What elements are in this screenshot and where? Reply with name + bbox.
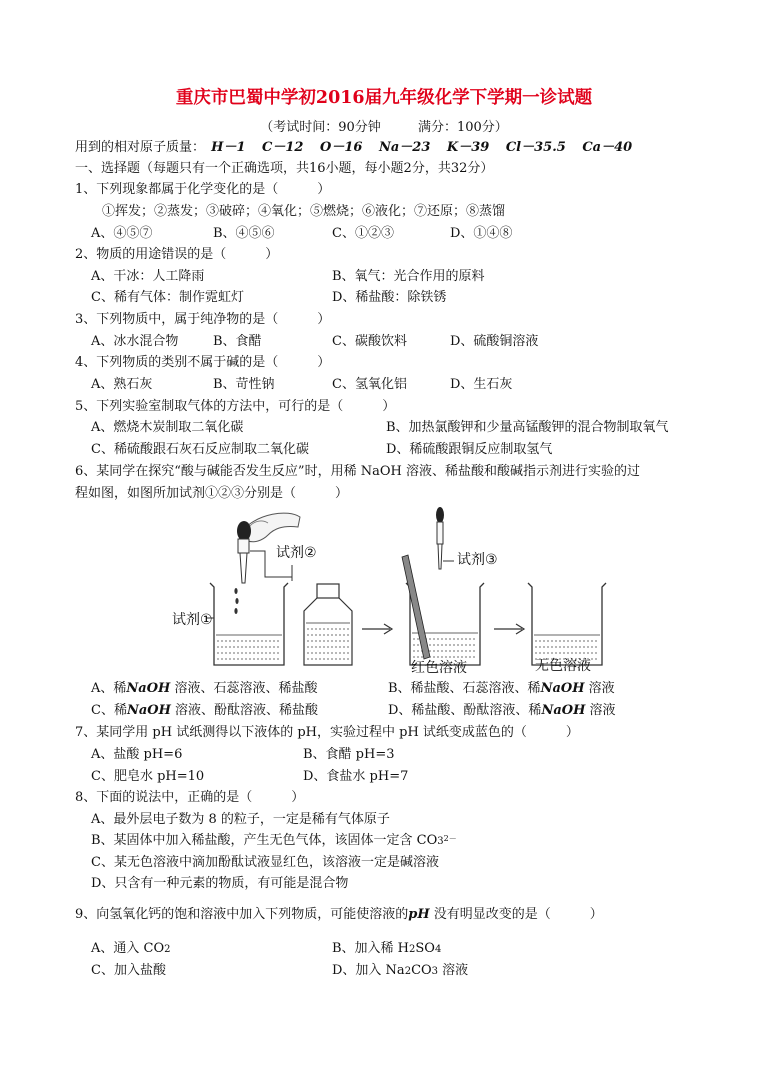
dropper-3 bbox=[436, 507, 454, 569]
q9-option-a-text: A、通入 CO bbox=[91, 941, 165, 956]
q3-option-c: C、碳酸饮料 bbox=[332, 334, 407, 349]
question-9-stem bbox=[75, 906, 603, 924]
figure-label-colorless-solution: 无色溶液 bbox=[535, 658, 591, 674]
atomic-mass-label: 用到的相对原子质量： bbox=[75, 140, 206, 155]
q7-option-a: A、盐酸 pH=6 bbox=[91, 747, 183, 762]
q6-option-c bbox=[91, 702, 318, 720]
beaker-2 bbox=[402, 555, 484, 665]
q9-option-c: C、加入盐酸 bbox=[91, 963, 166, 978]
atomic-mass-item: K－39 bbox=[446, 140, 490, 155]
reagent-bottle bbox=[304, 584, 352, 665]
q6-option-d-pre: D、稀盐酸、酚酞溶液、稀 bbox=[388, 703, 542, 718]
q6-option-d bbox=[388, 702, 616, 720]
q6-option-a-formula: NaOH bbox=[126, 681, 171, 696]
exam-score: 满分：100分） bbox=[417, 120, 508, 135]
q9-option-d-subscript: 2 bbox=[404, 966, 412, 977]
q3-option-d: D、硫酸铜溶液 bbox=[450, 334, 539, 349]
atomic-mass-item: Ca－40 bbox=[582, 140, 633, 155]
q9-stem-pre: 9、向氢氧化钙的饱和溶液中加入下列物质，可能使溶液的 bbox=[75, 907, 409, 922]
figure-label-reagent-2: 试剂② bbox=[276, 545, 317, 561]
atomic-mass-item: O－16 bbox=[320, 140, 363, 155]
question-1-list: ①挥发；②蒸发；③破碎；④氧化；⑤燃烧；⑥液化；⑦还原；⑧蒸馏 bbox=[102, 204, 506, 219]
q6-option-c-post: 溶液、酚酞溶液、稀盐酸 bbox=[170, 703, 319, 718]
q8-option-d: D、只含有一种元素的物质，有可能是混合物 bbox=[91, 876, 349, 891]
question-6-stem-line1: 6、某同学在探究“酸与碱能否发生反应”时，用稀 NaOH 溶液、稀盐酸和酸碱指示剂进行实验的过 bbox=[75, 464, 640, 479]
q4-option-b: B、苛性钠 bbox=[213, 377, 275, 392]
question-6-stem-line2: 程如图，如图所加试剂①②③分别是（ ） bbox=[75, 486, 349, 501]
experiment-figure bbox=[170, 505, 640, 677]
q1-option-c: C、①②③ bbox=[332, 226, 394, 241]
q9-option-b-subscript: 2 bbox=[409, 944, 416, 955]
q9-option-d-post: 溶液 bbox=[438, 963, 469, 978]
exam-title: 重庆市巴蜀中学初2016届九年级化学下学期一诊试题 bbox=[175, 88, 593, 108]
q6-option-a-pre: A、稀 bbox=[91, 681, 127, 696]
figure-label-red-solution: 红色溶液 bbox=[411, 660, 467, 676]
q9-option-d-mid: CO bbox=[411, 963, 432, 978]
q1-option-a: A、④⑤⑦ bbox=[91, 226, 153, 241]
q3-option-b: B、食醋 bbox=[213, 334, 262, 349]
q7-option-c: C、肥皂水 pH=10 bbox=[91, 769, 205, 784]
q2-option-a: A、干冰：人工降雨 bbox=[91, 269, 205, 284]
question-3-stem: 3、下列物质中，属于纯净物的是（ ） bbox=[75, 312, 331, 327]
arrow-2 bbox=[494, 624, 524, 634]
hand-illustration bbox=[242, 513, 300, 542]
q9-stem-post: 没有明显改变的是（ ） bbox=[429, 907, 603, 922]
q9-option-b-mid: SO bbox=[415, 941, 435, 956]
atomic-mass-item: C－12 bbox=[262, 140, 304, 155]
q9-option-a-subscript: 2 bbox=[164, 944, 171, 955]
q8-option-b-text: B、某固体中加入稀盐酸，产生无色气体，该固体一定含 CO bbox=[91, 833, 438, 848]
q6-option-d-post: 溶液 bbox=[585, 703, 616, 718]
question-7-stem: 7、某同学用 pH 试纸测得以下液体的 pH，实验过程中 pH 试纸变成蓝色的（ ） bbox=[75, 725, 579, 740]
q9-option-d-text: D、加入 Na bbox=[332, 963, 405, 978]
q6-option-a bbox=[91, 680, 317, 698]
q8-option-a: A、最外层电子数为 8 的粒子，一定是稀有气体原子 bbox=[91, 812, 390, 827]
q9-option-b bbox=[332, 940, 441, 959]
q5-option-a: A、燃烧木炭制取二氧化碳 bbox=[91, 420, 244, 435]
arrow-1 bbox=[362, 624, 392, 634]
q6-option-b bbox=[388, 680, 615, 698]
q9-option-b-subscript: 4 bbox=[434, 944, 442, 955]
question-4-stem: 4、下列物质的类别不属于碱的是（ ） bbox=[75, 355, 331, 370]
q1-option-b: B、④⑤⑥ bbox=[213, 226, 275, 241]
atomic-mass-line bbox=[75, 139, 632, 157]
q8-option-c: C、某无色溶液中滴加酚酞试液显红色，该溶液一定是碱溶液 bbox=[91, 855, 439, 870]
q9-option-d bbox=[332, 962, 468, 981]
q5-option-c: C、稀硫酸跟石灰石反应制取二氧化碳 bbox=[91, 442, 309, 457]
q6-option-a-post: 溶液、石蕊溶液、稀盐酸 bbox=[170, 681, 318, 696]
section-heading: 一、选择题（每题只有一个正确选项，共16小题，每小题2分，共32分） bbox=[75, 161, 494, 176]
q2-option-c: C、稀有气体：制作霓虹灯 bbox=[91, 290, 244, 305]
q6-option-b-post: 溶液 bbox=[584, 681, 615, 696]
q4-option-c: C、氢氧化铝 bbox=[332, 377, 407, 392]
q9-option-b-text: B、加入稀 H bbox=[332, 941, 410, 956]
q8-option-b-subscript: 3 bbox=[437, 836, 444, 847]
q6-option-b-formula: NaOH bbox=[540, 681, 585, 696]
atomic-mass-item: Cl－35.5 bbox=[505, 140, 566, 155]
q8-option-b bbox=[91, 832, 457, 851]
beaker-3 bbox=[528, 583, 606, 665]
question-8-stem: 8、下面的说法中，正确的是（ ） bbox=[75, 790, 305, 805]
q8-option-b-superscript: 2－ bbox=[443, 834, 457, 843]
figure-label-reagent-3: 试剂③ bbox=[457, 552, 498, 568]
q6-option-c-pre: C、稀 bbox=[91, 703, 127, 718]
q4-option-d: D、生石灰 bbox=[450, 377, 513, 392]
q3-option-a: A、冰水混合物 bbox=[91, 334, 179, 349]
exam-time: （考试时间：90分钟 bbox=[260, 120, 381, 135]
figure-label-reagent-1: 试剂① bbox=[172, 612, 213, 628]
q6-option-c-formula: NaOH bbox=[126, 703, 171, 718]
beaker-1 bbox=[210, 583, 288, 665]
q2-option-b: B、氧气：光合作用的原料 bbox=[332, 269, 485, 284]
q5-option-d: D、稀硫酸跟铜反应制取氢气 bbox=[386, 442, 553, 457]
q6-option-b-pre: B、稀盐酸、石蕊溶液、稀 bbox=[388, 681, 541, 696]
q7-option-d: D、食盐水 pH=7 bbox=[303, 769, 409, 784]
q1-option-d: D、①④⑧ bbox=[450, 226, 513, 241]
exam-info bbox=[0, 116, 768, 135]
question-5-stem: 5、下列实验室制取气体的方法中，可行的是（ ） bbox=[75, 399, 396, 414]
q6-option-d-formula: NaOH bbox=[541, 703, 586, 718]
q2-option-d: D、稀盐酸：除铁锈 bbox=[332, 290, 447, 305]
question-1-stem: 1、下列现象都属于化学变化的是（ ） bbox=[75, 182, 331, 197]
q9-stem-ph: pH bbox=[408, 907, 430, 922]
question-2-stem: 2、物质的用途错误的是（ ） bbox=[75, 247, 279, 262]
atomic-mass-item: H－1 bbox=[211, 140, 246, 155]
q7-option-b: B、食醋 pH=3 bbox=[303, 747, 395, 762]
q4-option-a: A、熟石灰 bbox=[91, 377, 153, 392]
q9-option-d-subscript: 3 bbox=[431, 966, 439, 977]
atomic-mass-item: Na－23 bbox=[378, 140, 431, 155]
q9-option-a bbox=[91, 940, 171, 959]
q5-option-b: B、加热氯酸钾和少量高锰酸钾的混合物制取氧气 bbox=[386, 420, 669, 435]
dropper-1 bbox=[234, 521, 251, 614]
